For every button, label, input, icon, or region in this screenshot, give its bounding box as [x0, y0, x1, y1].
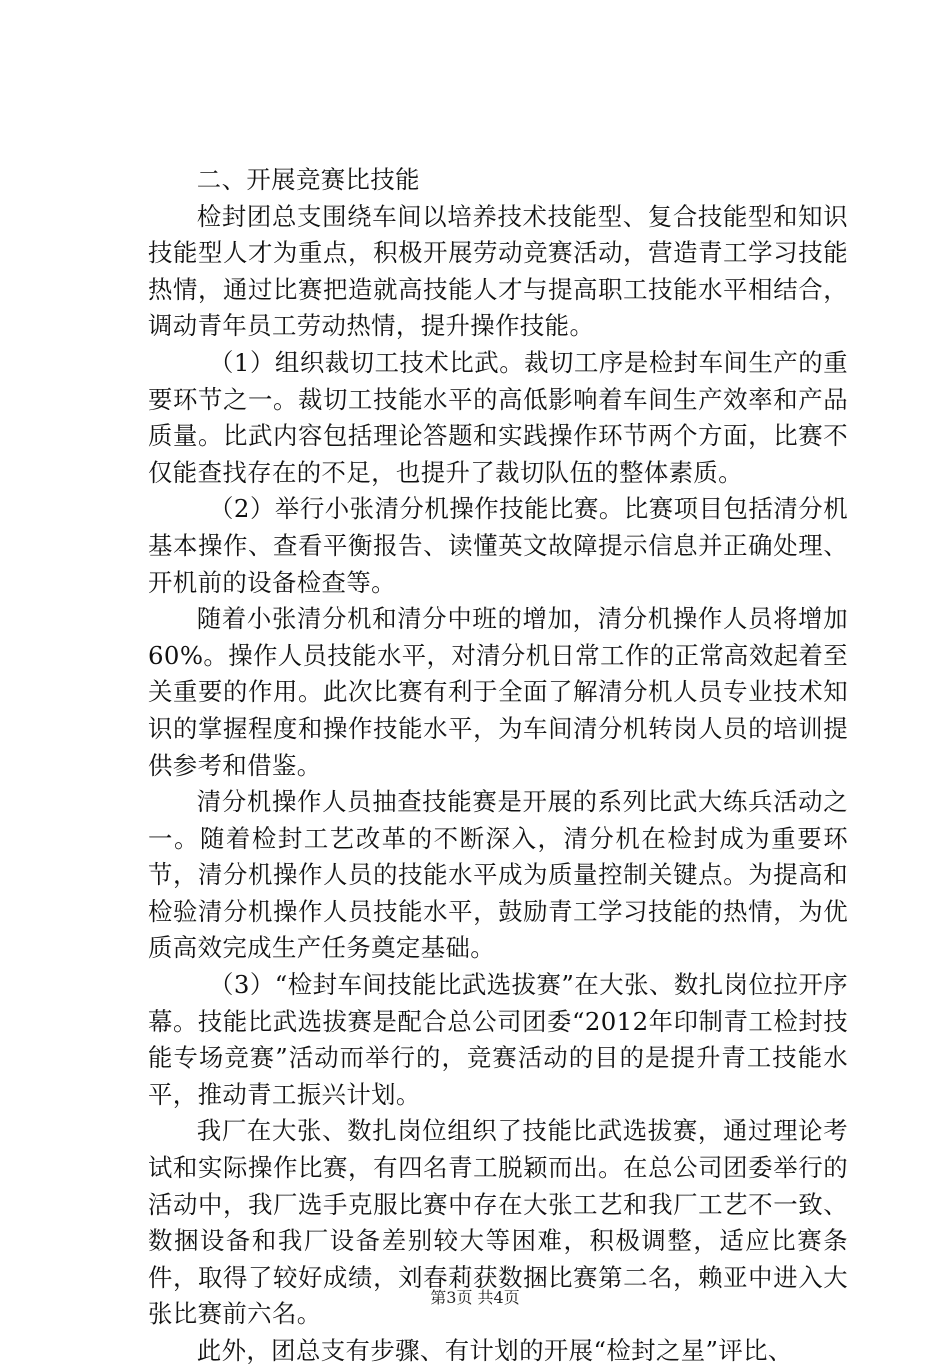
paragraph-item-2: （2）举行小张清分机操作技能比赛。比赛项目包括清分机基本操作、查看平衡报告、读懂英文故障提示信息并正确处理、开机前的设备检查等。 — [148, 494, 848, 597]
paragraph-item-3: （3）“检封车间技能比武选拔赛”在大张、数扎岗位拉开序幕。技能比武选拔赛是配合总公司团委“2012年印制青工检封技能专场竞赛”活动而举行的，竞赛活动的目的是提升青工技能水平，推动青工振兴计划。 — [148, 970, 848, 1109]
paragraph-item-1: （1）组织裁切工技术比武。裁切工序是检封车间生产的重要环节之一。裁切工技能水平的高低影响着车间生产效率和产品质量。比武内容包括理论答题和实践操作环节两个方面，比赛不仅能查找存在的不足，也提升了裁切队伍的整体素质。 — [148, 347, 848, 487]
paragraph-sorter-check: 清分机操作人员抽查技能赛是开展的系列比武大练兵活动之一。随着检封工艺改革的不断深入，清分机在检封成为重要环节，清分机操作人员的技能水平成为质量控制关键点。为提高和检验清分机操作人员技能水平，鼓励青工学习技能的热情，为优质高效完成生产任务奠定基础。 — [148, 787, 848, 963]
document-body — [148, 162, 848, 1370]
section-heading: 二、开展竞赛比技能 — [196, 165, 420, 194]
page-footer: 第3页 共4页 — [430, 1288, 520, 1307]
paragraph-continued: 此外，团总支有步骤、有计划的开展“检封之星”评比、 — [196, 1336, 793, 1365]
paragraph-intro: 检封团总支围绕车间以培养技术技能型、复合技能型和知识技能型人才为重点，积极开展劳动竞赛活动，营造青工学习技能热情，通过比赛把造就高技能人才与提高职工技能水平相结合，调动青年员工劳动热情，提升操作技能。 — [148, 201, 848, 341]
paragraph-sorter-increase: 随着小张清分机和清分中班的增加，清分机操作人员将增加60%。操作人员技能水平，对清分机日常工作的正常高效起着至关重要的作用。此次比赛有利于全面了解清分机人员专业技术知识的掌握程度和操作技能水平，为车间清分机转岗人员的培训提供参考和借鉴。 — [148, 604, 848, 780]
paragraph-results: 我厂在大张、数扎岗位组织了技能比武选拔赛，通过理论考试和实际操作比赛，有四名青工脱颖而出。在总公司团委举行的活动中，我厂选手克服比赛中存在大张工艺和我厂工艺不一致、数捆设备和我厂设备差别较大等困难，积极调整，适应比赛条件，取得了较好成绩，刘春莉获数捆比赛第二名，赖亚中进入大张比赛前六名。 — [148, 1116, 848, 1329]
